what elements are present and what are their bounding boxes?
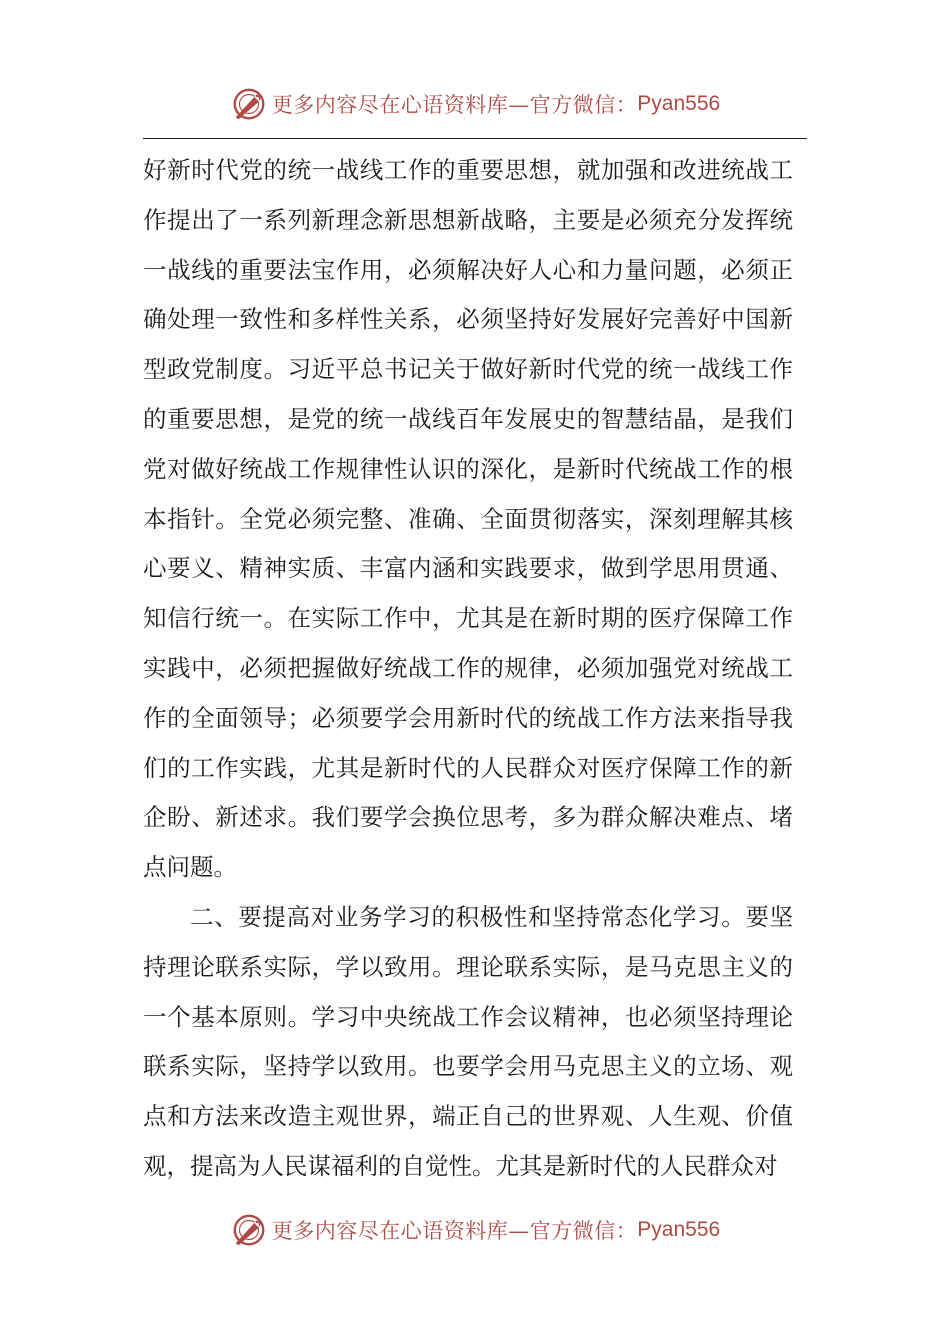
banner-text: 更多内容尽在心语资料库—官方微信： xyxy=(271,93,638,117)
pen-nib-logo-icon xyxy=(230,1211,268,1249)
wechat-id: Pyan556 xyxy=(637,92,721,115)
header-divider xyxy=(143,138,807,139)
header-banner xyxy=(0,82,950,126)
wechat-id: Pyan556 xyxy=(637,1218,721,1241)
pen-nib-logo-icon xyxy=(230,85,268,123)
document-body xyxy=(143,146,793,1192)
paragraph-1: 好新时代党的统一战线工作的重要思想，就加强和改进统战工作提出了一系列新理念新思想新战略，主要是必须充分发挥统一战线的重要法宝作用，必须解决好人心和力量问题，必须正确处理一致性和多样性关系，必须坚持好发展好完善好中国新型政党制度。习近平总书记关于做好新时代党的统一战线工作的重要思想，是党的统一战线百年发展史的智慧结晶，是我们党对做好统战工作规律性认识的深化，是新时代统战工作的根本指针。全党必须完整、准确、全面贯彻落实，深刻理解其核心要义、精神实质、丰富内涵和实践要求，做到学思用贯通、知信行统一。在实际工作中，尤其是在新时期的医疗保障工作实践中，必须把握做好统战工作的规律，必须加强党对统战工作的全面领导；必须要学会用新时代的统战工作方法来指导我们的工作实践，尤其是新时代的人民群众对医疗保障工作的新企盼、新述求。我们要学会换位思考，多为群众解决难点、堵点问题。 xyxy=(143,156,793,882)
banner-text: 更多内容尽在心语资料库—官方微信： xyxy=(271,1219,638,1243)
paragraph-2: 二、要提高对业务学习的积极性和坚持常态化学习。要坚持理论联系实际，学以致用。理论联系实际，是马克思主义的一个基本原则。学习中央统战工作会议精神，也必须坚持理论联系实际，坚持学以致用。也要学会用马克思主义的立场、观点和方法来改造主观世界，端正自己的世界观、人生观、价值观，提高为人民谋福利的自觉性。尤其是新时代的人民群众对 xyxy=(143,902,793,1180)
footer-banner xyxy=(0,1208,950,1252)
